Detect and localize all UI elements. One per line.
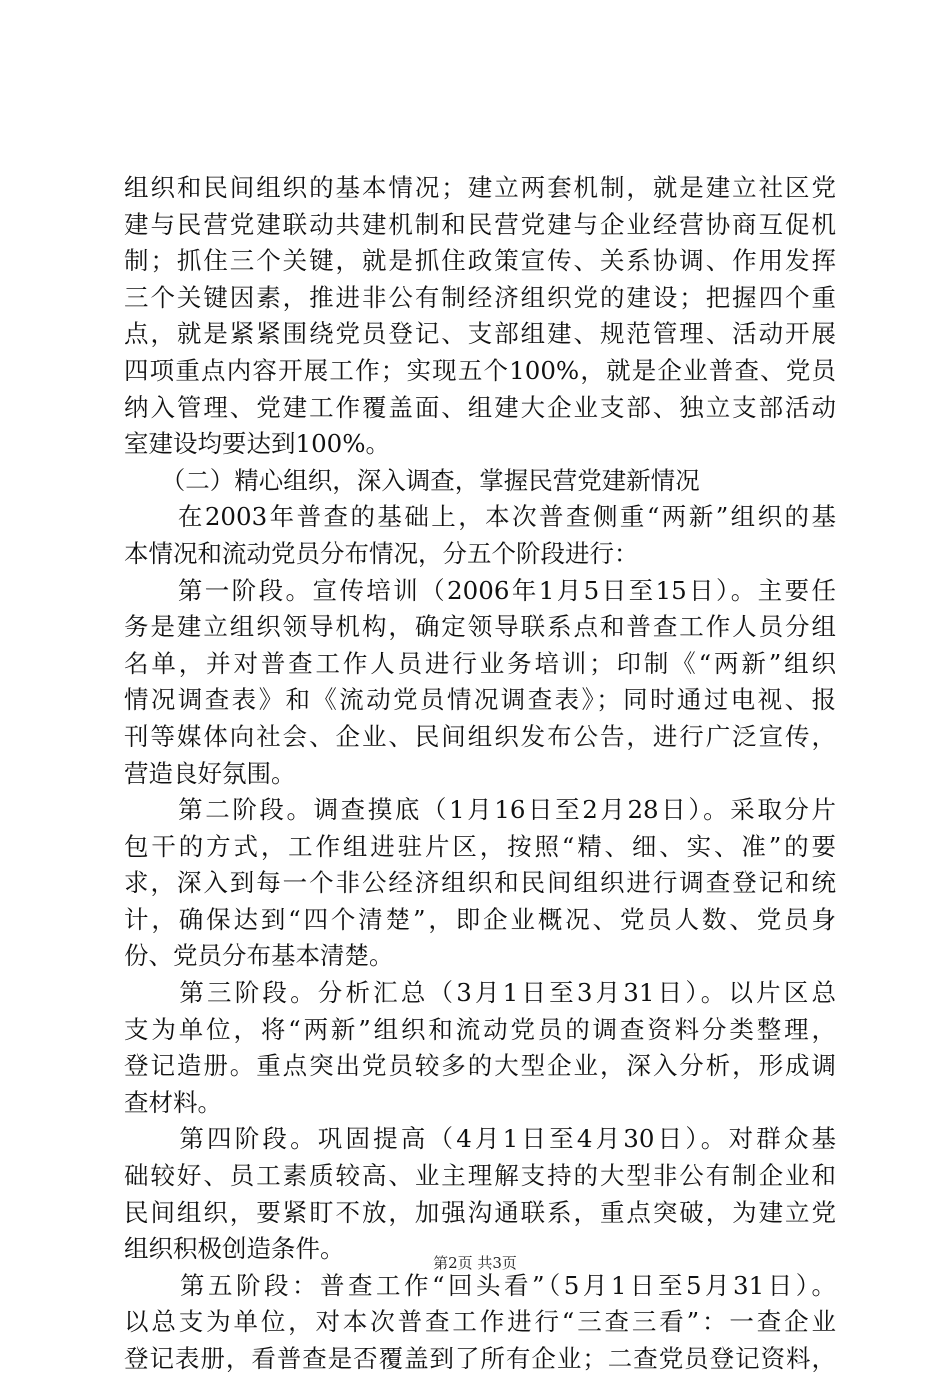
text-line: 组织积极创造条件。 bbox=[124, 1234, 345, 1264]
text-line: 第一阶段。宣传培训（2006年1月5日至15日）。主要任 bbox=[124, 575, 836, 605]
text-line: 包干的方式，工作组进驻片区，按照“精、细、实、准”的要 bbox=[124, 831, 836, 861]
text-line: 查材料。 bbox=[124, 1087, 222, 1117]
text-line: 组织和民间组织的基本情况；建立两套机制，就是建立社区党 bbox=[124, 173, 836, 202]
text-line: 营造良好氛围。 bbox=[124, 758, 296, 788]
text-line: 情况调查表》和《流动党员情况调查表》；同时通过电视、报 bbox=[124, 685, 836, 715]
text-line: 制；抓住三个关键，就是抓住政策宣传、关系协调、作用发挥 bbox=[124, 246, 836, 276]
text-line: 纳入管理、党建工作覆盖面、组建大企业支部、独立支部活动 bbox=[124, 392, 836, 422]
text-line: 登记表册，看普查是否覆盖到了所有企业；二查党员登记资料， bbox=[124, 1344, 836, 1373]
text-line: 四项重点内容开展工作；实现五个100%，就是企业普查、党员 bbox=[124, 355, 836, 385]
text-line: 第三阶段。分析汇总（3月1日至3月31日）。以片区总 bbox=[124, 978, 836, 1008]
text-line: 本情况和流动党员分布情况，分五个阶段进行： bbox=[124, 538, 639, 568]
text-line: 室建设均要达到100%。 bbox=[124, 429, 391, 459]
body-text bbox=[124, 170, 836, 1378]
text-line: 务是建立组织领导机构，确定领导联系点和普查工作人员分组 bbox=[124, 612, 836, 642]
text-line: 支为单位，将“两新”组织和流动党员的调查资料分类整理， bbox=[124, 1014, 836, 1044]
text-line: 份、党员分布基本清楚。 bbox=[124, 941, 394, 971]
text-line: 以总支为单位，对本次普查工作进行“三查三看”：一查企业 bbox=[124, 1307, 836, 1337]
text-line: 刊等媒体向社会、企业、民间组织发布公告，进行广泛宣传， bbox=[124, 721, 836, 751]
page-footer: 第2页 共3页 bbox=[433, 1254, 517, 1272]
text-line: 建与民营党建联动共建机制和民营党建与企业经营协商互促机 bbox=[124, 209, 836, 239]
text-line: 名单，并对普查工作人员进行业务培训；印制《“两新”组织 bbox=[124, 648, 836, 678]
text-line: 在2003年普查的基础上，本次普查侧重“两新”组织的基 bbox=[124, 502, 836, 532]
text-line: 点，就是紧紧围绕党员登记、支部组建、规范管理、活动开展 bbox=[124, 319, 836, 349]
text-line: 民间组织，要紧盯不放，加强沟通联系，重点突破，为建立党 bbox=[124, 1197, 836, 1227]
text-line: （二）精心组织，深入调查，掌握民营党建新情况 bbox=[124, 465, 700, 495]
text-line: 第二阶段。调查摸底（1月16日至2月28日）。采取分片 bbox=[124, 795, 836, 825]
text-line: 础较好、员工素质较高、业主理解支持的大型非公有制企业和 bbox=[124, 1161, 836, 1191]
text-line: 计，确保达到“四个清楚”，即企业概况、党员人数、党员身 bbox=[124, 904, 836, 934]
text-line: 第五阶段：普查工作“回头看”（5月1日至5月31日）。 bbox=[124, 1270, 836, 1300]
text-line: 求，深入到每一个非公经济组织和民间组织进行调查登记和统 bbox=[124, 868, 836, 898]
text-line: 三个关键因素，推进非公有制经济组织党的建设；把握四个重 bbox=[124, 282, 836, 312]
text-line: 登记造册。重点突出党员较多的大型企业，深入分析，形成调 bbox=[124, 1051, 836, 1081]
text-line: 第四阶段。巩固提高（4月1日至4月30日）。对群众基 bbox=[124, 1124, 836, 1154]
